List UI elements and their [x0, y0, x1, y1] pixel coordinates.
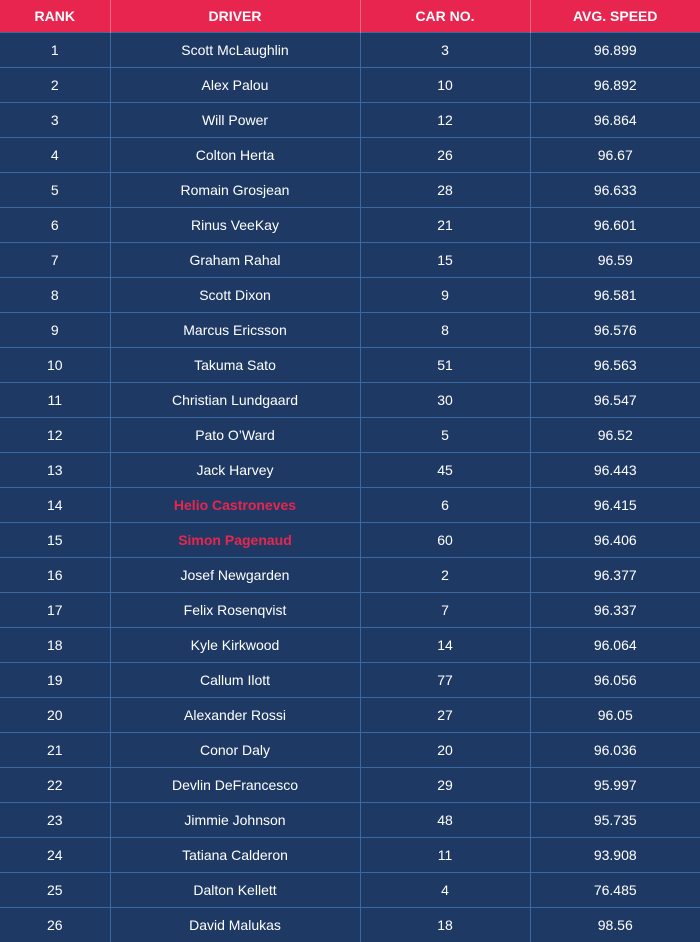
cell-driver: Josef Newgarden	[110, 558, 360, 593]
cell-avg-speed: 95.735	[530, 803, 700, 838]
cell-avg-speed: 96.892	[530, 68, 700, 103]
table-row	[0, 138, 700, 173]
table-row	[0, 908, 700, 942]
cell-car-no: 30	[360, 383, 530, 418]
cell-car-no: 2	[360, 558, 530, 593]
table-row	[0, 243, 700, 278]
table-row	[0, 68, 700, 103]
header-driver: DRIVER	[110, 0, 360, 33]
cell-rank: 14	[0, 488, 110, 523]
cell-rank: 25	[0, 873, 110, 908]
cell-avg-speed: 96.337	[530, 593, 700, 628]
table-row	[0, 523, 700, 558]
cell-driver: Will Power	[110, 103, 360, 138]
table-header	[0, 0, 700, 33]
cell-avg-speed: 96.415	[530, 488, 700, 523]
table-row	[0, 383, 700, 418]
cell-rank: 15	[0, 523, 110, 558]
cell-avg-speed: 96.05	[530, 698, 700, 733]
cell-avg-speed: 96.064	[530, 628, 700, 663]
cell-driver: Alexander Rossi	[110, 698, 360, 733]
cell-rank: 10	[0, 348, 110, 383]
cell-driver: Helio Castroneves	[110, 488, 360, 523]
cell-driver: Marcus Ericsson	[110, 313, 360, 348]
cell-rank: 4	[0, 138, 110, 173]
cell-driver: Jack Harvey	[110, 453, 360, 488]
cell-rank: 3	[0, 103, 110, 138]
cell-avg-speed: 96.864	[530, 103, 700, 138]
cell-car-no: 4	[360, 873, 530, 908]
cell-rank: 5	[0, 173, 110, 208]
cell-driver: Tatiana Calderon	[110, 838, 360, 873]
cell-driver: Dalton Kellett	[110, 873, 360, 908]
table-row	[0, 348, 700, 383]
table-row	[0, 173, 700, 208]
cell-avg-speed: 96.601	[530, 208, 700, 243]
cell-driver: Conor Daly	[110, 733, 360, 768]
cell-car-no: 60	[360, 523, 530, 558]
cell-car-no: 28	[360, 173, 530, 208]
cell-avg-speed: 96.036	[530, 733, 700, 768]
cell-driver: Scott Dixon	[110, 278, 360, 313]
cell-car-no: 18	[360, 908, 530, 942]
cell-driver: Alex Palou	[110, 68, 360, 103]
cell-rank: 13	[0, 453, 110, 488]
cell-driver: Jimmie Johnson	[110, 803, 360, 838]
cell-car-no: 15	[360, 243, 530, 278]
cell-avg-speed: 96.899	[530, 33, 700, 68]
table-row	[0, 208, 700, 243]
cell-car-no: 27	[360, 698, 530, 733]
cell-rank: 1	[0, 33, 110, 68]
cell-avg-speed: 96.576	[530, 313, 700, 348]
table-row	[0, 558, 700, 593]
cell-avg-speed: 93.908	[530, 838, 700, 873]
cell-driver: Callum Ilott	[110, 663, 360, 698]
cell-rank: 8	[0, 278, 110, 313]
cell-avg-speed: 96.52	[530, 418, 700, 453]
cell-car-no: 45	[360, 453, 530, 488]
cell-car-no: 14	[360, 628, 530, 663]
cell-rank: 16	[0, 558, 110, 593]
cell-car-no: 8	[360, 313, 530, 348]
cell-avg-speed: 95.997	[530, 768, 700, 803]
table-row	[0, 768, 700, 803]
table-row	[0, 628, 700, 663]
cell-driver: Rinus VeeKay	[110, 208, 360, 243]
table-row	[0, 698, 700, 733]
cell-car-no: 77	[360, 663, 530, 698]
cell-rank: 9	[0, 313, 110, 348]
cell-avg-speed: 96.67	[530, 138, 700, 173]
table-row	[0, 33, 700, 68]
cell-car-no: 9	[360, 278, 530, 313]
table-row	[0, 838, 700, 873]
cell-car-no: 21	[360, 208, 530, 243]
cell-rank: 18	[0, 628, 110, 663]
table-body	[0, 33, 700, 942]
cell-rank: 22	[0, 768, 110, 803]
cell-car-no: 11	[360, 838, 530, 873]
cell-car-no: 51	[360, 348, 530, 383]
cell-car-no: 48	[360, 803, 530, 838]
table-row	[0, 593, 700, 628]
cell-rank: 11	[0, 383, 110, 418]
cell-rank: 24	[0, 838, 110, 873]
cell-driver: David Malukas	[110, 908, 360, 942]
table-row	[0, 313, 700, 348]
header-avg-speed: AVG. SPEED	[530, 0, 700, 33]
cell-driver: Colton Herta	[110, 138, 360, 173]
cell-avg-speed: 96.563	[530, 348, 700, 383]
table-row	[0, 418, 700, 453]
cell-car-no: 5	[360, 418, 530, 453]
cell-avg-speed: 96.59	[530, 243, 700, 278]
cell-car-no: 7	[360, 593, 530, 628]
cell-rank: 21	[0, 733, 110, 768]
cell-driver: Christian Lundgaard	[110, 383, 360, 418]
table-row	[0, 733, 700, 768]
table-row	[0, 278, 700, 313]
cell-avg-speed: 76.485	[530, 873, 700, 908]
cell-rank: 6	[0, 208, 110, 243]
cell-driver: Felix Rosenqvist	[110, 593, 360, 628]
cell-rank: 12	[0, 418, 110, 453]
table-row	[0, 453, 700, 488]
cell-avg-speed: 96.581	[530, 278, 700, 313]
header-rank: RANK	[0, 0, 110, 33]
cell-rank: 20	[0, 698, 110, 733]
cell-car-no: 26	[360, 138, 530, 173]
cell-avg-speed: 96.443	[530, 453, 700, 488]
cell-rank: 2	[0, 68, 110, 103]
cell-avg-speed: 98.56	[530, 908, 700, 942]
cell-rank: 7	[0, 243, 110, 278]
table-row	[0, 663, 700, 698]
cell-car-no: 3	[360, 33, 530, 68]
cell-avg-speed: 96.056	[530, 663, 700, 698]
table-row	[0, 488, 700, 523]
cell-driver: Simon Pagenaud	[110, 523, 360, 558]
cell-driver: Romain Grosjean	[110, 173, 360, 208]
cell-car-no: 6	[360, 488, 530, 523]
cell-car-no: 20	[360, 733, 530, 768]
cell-driver: Scott McLaughlin	[110, 33, 360, 68]
cell-avg-speed: 96.406	[530, 523, 700, 558]
cell-avg-speed: 96.633	[530, 173, 700, 208]
table-row	[0, 803, 700, 838]
cell-avg-speed: 96.377	[530, 558, 700, 593]
header-row	[0, 0, 700, 33]
cell-car-no: 12	[360, 103, 530, 138]
cell-car-no: 10	[360, 68, 530, 103]
cell-rank: 19	[0, 663, 110, 698]
cell-driver: Graham Rahal	[110, 243, 360, 278]
cell-car-no: 29	[360, 768, 530, 803]
table-row	[0, 103, 700, 138]
cell-driver: Devlin DeFrancesco	[110, 768, 360, 803]
cell-driver: Kyle Kirkwood	[110, 628, 360, 663]
cell-driver: Pato O’Ward	[110, 418, 360, 453]
table-row	[0, 873, 700, 908]
cell-rank: 26	[0, 908, 110, 942]
cell-rank: 23	[0, 803, 110, 838]
cell-rank: 17	[0, 593, 110, 628]
header-car-no: CAR NO.	[360, 0, 530, 33]
cell-driver: Takuma Sato	[110, 348, 360, 383]
cell-avg-speed: 96.547	[530, 383, 700, 418]
